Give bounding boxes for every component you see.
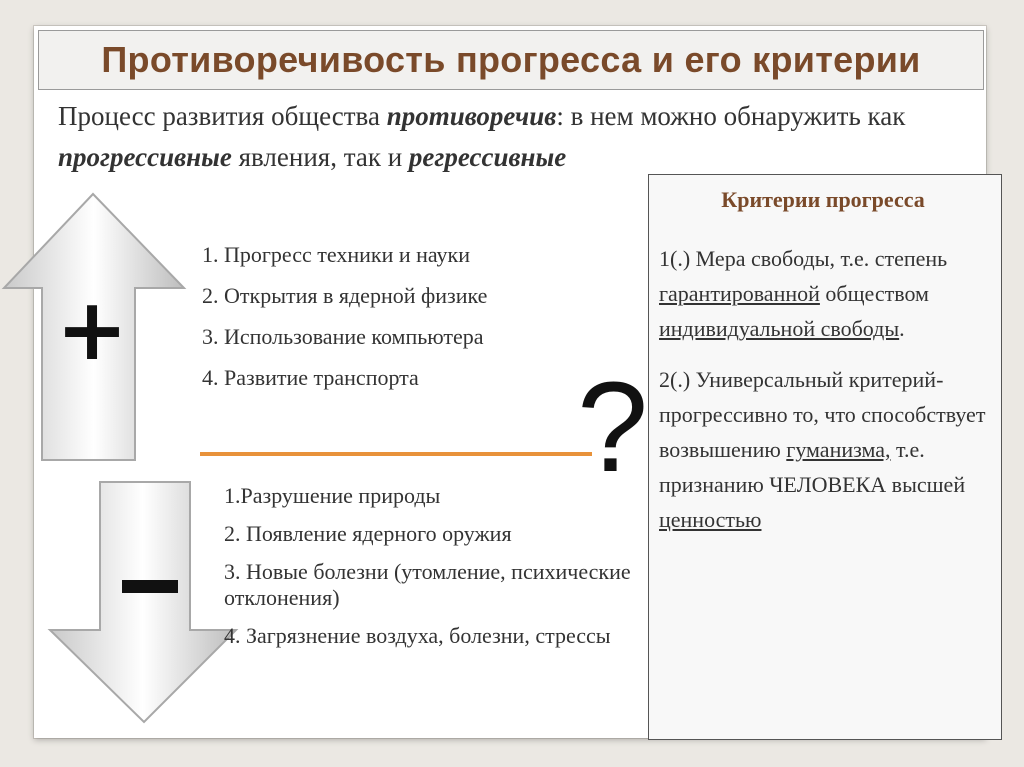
criterion-text: обществом — [819, 281, 929, 306]
intro-part-1: Процесс развития общества — [58, 101, 387, 131]
list-item: 3. Новые болезни (утомление, психические отклонения) — [224, 559, 631, 610]
list-item: 2. Открытия в ядерной физике — [202, 283, 488, 308]
intro-text — [58, 96, 958, 178]
criterion-text: т.е. признанию ЧЕЛОВЕКА высшей — [659, 437, 966, 497]
criteria-title: Критерии прогресса — [721, 187, 925, 212]
list-item: 1.Разрушение природы — [224, 483, 441, 508]
intro-emphasis-regressive: регрессивные — [408, 142, 567, 172]
criterion-text: 2(.) Универсальный критерий- прогрессивно то, что способствует возвышению — [659, 367, 986, 462]
list-item: 4. Загрязнение воздуха, болезни, стрессы — [224, 623, 611, 648]
criterion-underlined: гарантированной — [659, 281, 820, 306]
criterion-underlined: гуманизма, — [786, 437, 891, 462]
intro-emphasis-contradictory: противоречив — [386, 101, 557, 131]
list-item: 2. Появление ядерного оружия — [224, 521, 512, 546]
intro-part-3: явления, так и — [231, 142, 409, 172]
regressive-list — [224, 483, 634, 661]
slide-title: Противоречивость прогресса и его критерии — [101, 39, 921, 80]
list-item: 4. Развитие транспорта — [202, 365, 419, 390]
criterion-text: . — [899, 316, 905, 341]
criterion-underlined: индивидуальной свободы — [659, 316, 900, 341]
intro-part-2: : в нем можно обнаружить как — [556, 101, 906, 131]
progressive-list — [202, 242, 582, 406]
title-bar — [38, 30, 984, 90]
criterion-freedom — [659, 241, 987, 346]
criteria-box — [648, 174, 1002, 740]
minus-sign-icon — [118, 570, 182, 604]
criterion-text: 1(.) Мера свободы, т.е. степень — [659, 246, 948, 271]
list-item: 3. Использование компьютера — [202, 324, 484, 349]
plus-sign: + — [56, 280, 129, 380]
divider-line — [200, 452, 592, 456]
criterion-underlined: ценностью — [659, 507, 762, 532]
list-item: 1. Прогресс техники и науки — [202, 242, 471, 267]
criterion-universal — [659, 362, 987, 537]
question-mark: ? — [577, 356, 649, 499]
intro-emphasis-progressive: прогрессивные — [58, 142, 232, 172]
